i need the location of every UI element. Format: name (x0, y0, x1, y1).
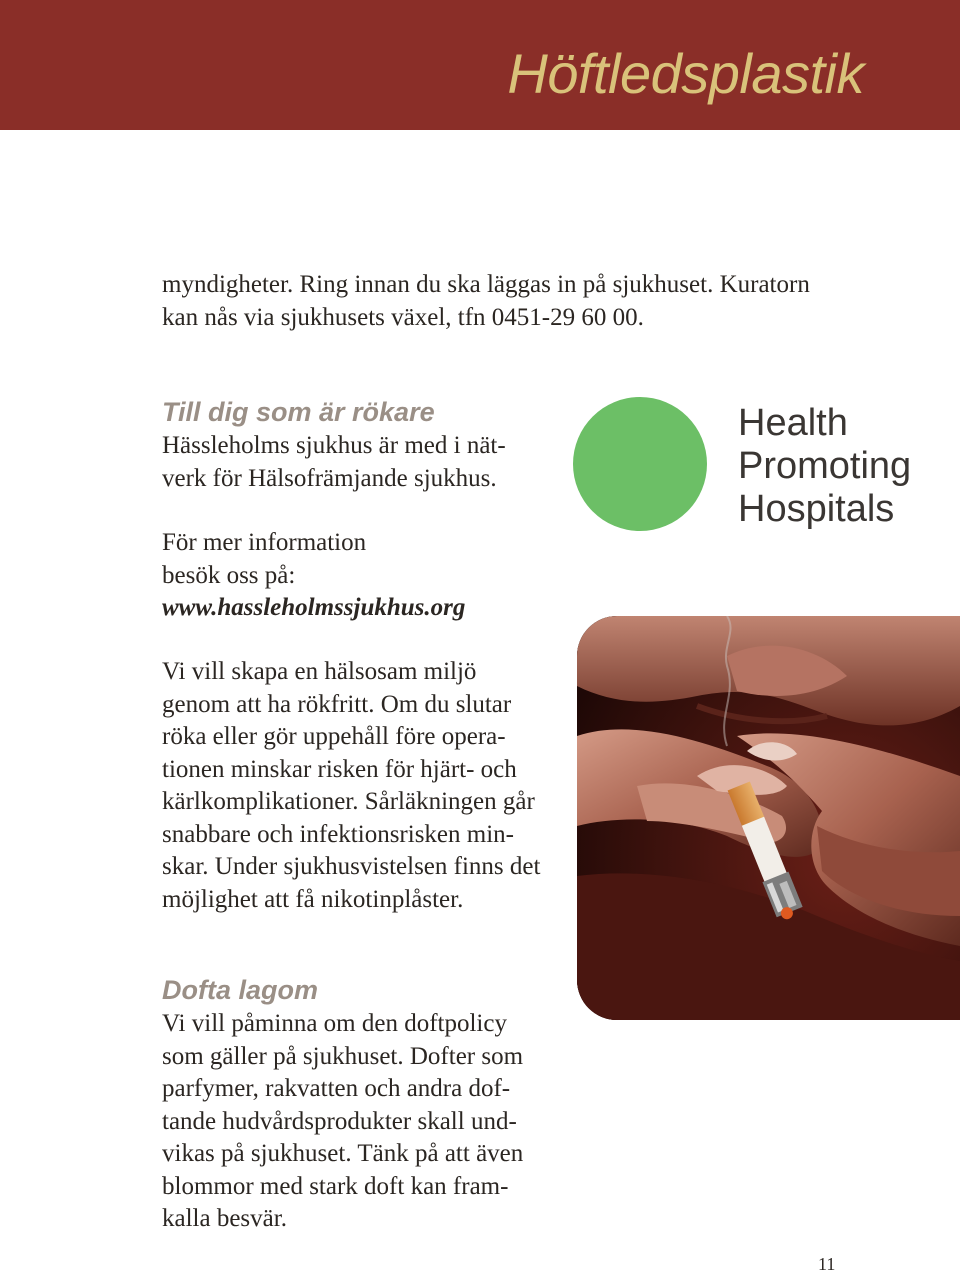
health-promoting-hospitals-logo (738, 402, 911, 531)
text-line: kalla besvär. (162, 1205, 287, 1232)
text-line: För mer information (162, 529, 367, 556)
cigarette-hand-photo-icon (577, 616, 960, 1020)
intro-paragraph (162, 269, 810, 334)
text-line: parfymer, rakvatten och andra dof- (162, 1075, 511, 1102)
smokers-paragraph-1 (162, 430, 506, 495)
smoking-hand-photo (577, 616, 960, 1020)
text-line: tande hudvårdsprodukter skall und- (162, 1107, 517, 1135)
text-line: Hässleholms sjukhus är med i nät- (162, 432, 506, 459)
text-line: möjlighet att få nikotinplåster. (162, 885, 464, 913)
text-line: kan nås via sjukhusets växel, tfn 0451-29 60 00. (162, 303, 644, 331)
scent-paragraph (162, 1008, 523, 1236)
text-line: Vi vill påminna om den doftpolicy (162, 1010, 507, 1037)
section-heading-scent: Dofta lagom (162, 975, 319, 1005)
text-line: Vi vill skapa en hälsosam miljö (162, 658, 477, 685)
text-line: som gäller på sjukhuset. Dofter som (162, 1042, 524, 1070)
green-circle-logo-icon (573, 397, 707, 531)
text-line: röka eller gör uppehåll före opera- (162, 723, 506, 750)
text-line: blommor med stark doft kan fram- (162, 1172, 509, 1200)
text-line: kärlkomplikationer. Sårläkningen går (162, 788, 535, 815)
smokers-paragraph-2 (162, 527, 465, 625)
text-line: tionen minskar risken för hjärt- och (162, 755, 517, 783)
header-banner (0, 0, 960, 130)
logo-line: Health (738, 402, 848, 444)
text-line: myndigheter. Ring innan du ska läggas in på sjukhuset. Kuratorn (162, 271, 810, 298)
website-link[interactable]: www.hassleholmssjukhus.org (162, 594, 466, 621)
section-heading-smokers: Till dig som är rökare (162, 397, 435, 427)
logo-line: Promoting (738, 445, 912, 487)
logo-line: Hospitals (738, 488, 895, 530)
text-line: vikas på sjukhuset. Tänk på att även (162, 1140, 524, 1167)
text-line: skar. Under sjukhusvistelsen finns det (162, 853, 541, 880)
text-line: snabbare och infektionsrisken min- (162, 820, 514, 848)
page-title: Höftledsplastik (507, 42, 864, 105)
page-number: 11 (818, 1254, 836, 1274)
text-line: genom att ha rökfritt. Om du slutar (162, 690, 512, 718)
text-line: besök oss på: (162, 561, 296, 589)
smokers-paragraph-3 (162, 656, 540, 916)
text-line: verk för Hälsofrämjande sjukhus. (162, 464, 497, 492)
